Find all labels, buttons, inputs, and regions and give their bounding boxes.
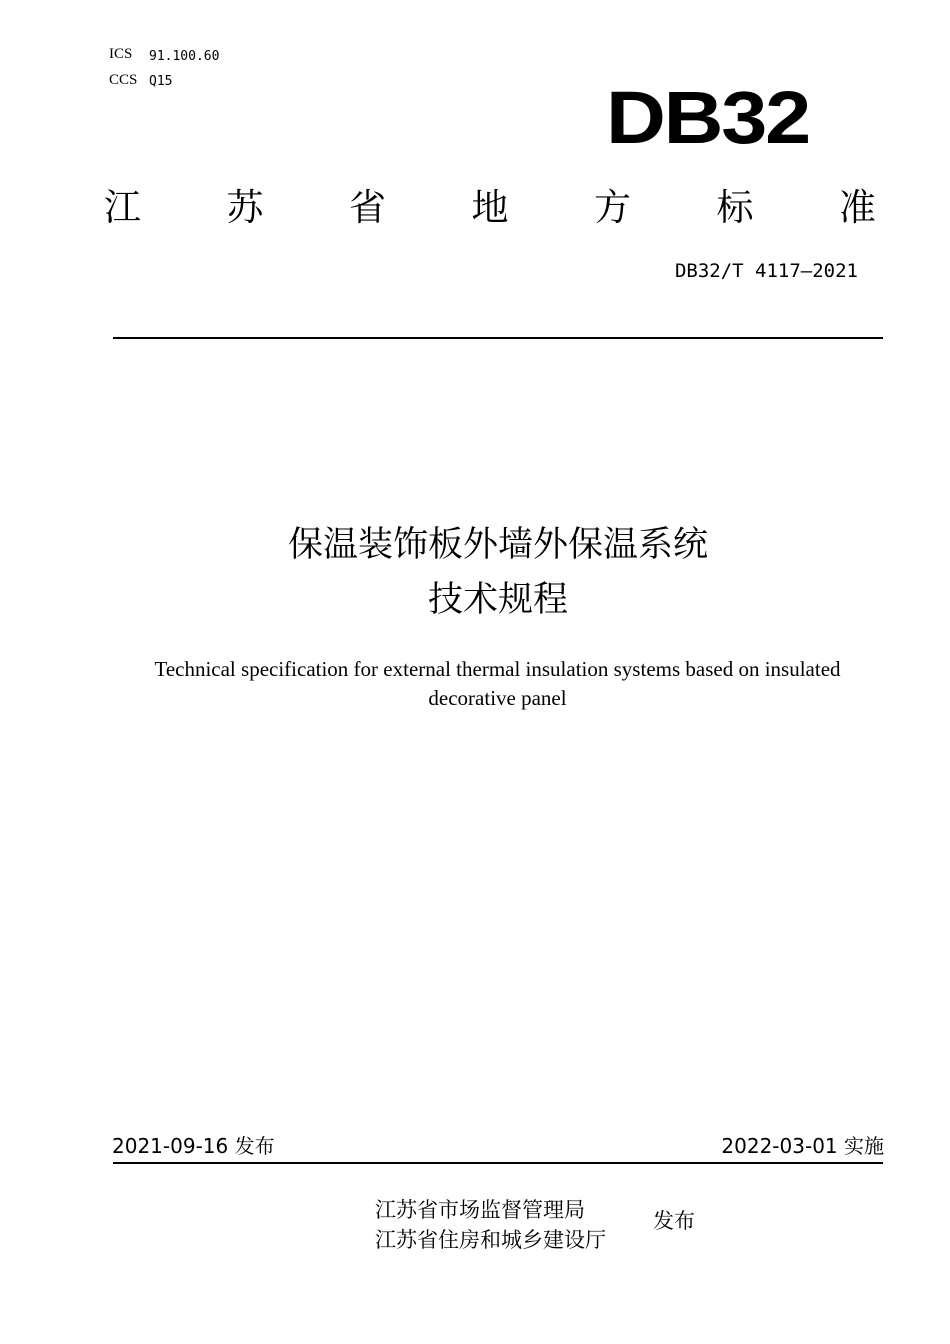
publish-label: 发布	[653, 1209, 695, 1233]
ics-label: ICS	[109, 46, 133, 62]
standard-type-char: 准	[839, 186, 876, 229]
chinese-title-line-1: 保温装饰板外墙外保温系统	[287, 525, 708, 565]
english-title: Technical specification for external thermal insulation systems based on insulated decorative panel	[154, 657, 841, 710]
standard-type-char: 地	[471, 186, 509, 229]
top-divider	[113, 337, 883, 339]
ics-code: 91.100.60	[149, 49, 220, 64]
standard-type-char: 江	[104, 186, 141, 229]
standard-type-char: 标	[716, 186, 754, 229]
ccs-code: Q15	[149, 74, 173, 89]
standard-type-char: 方	[594, 186, 631, 229]
ccs-label: CCS	[109, 72, 138, 88]
issuer-market-regulation: 江苏省市场监督管理局	[375, 1198, 585, 1222]
standard-type-char: 省	[349, 186, 386, 229]
chinese-title-line-2: 技术规程	[427, 580, 568, 620]
chinese-title	[0, 518, 950, 628]
issue-date: 2021-09-16 发布	[112, 1134, 275, 1158]
standard-type-char: 苏	[226, 186, 264, 229]
bottom-divider	[113, 1162, 883, 1164]
standard-type-heading	[104, 180, 876, 236]
issuer-housing-construction: 江苏省住房和城乡建设厅	[375, 1228, 606, 1252]
issuing-organizations	[375, 1195, 606, 1255]
standard-number: DB32/T 4117—2021	[674, 260, 858, 282]
db32-logo: DB32	[606, 76, 809, 159]
implementation-date: 2022-03-01 实施	[721, 1134, 884, 1158]
